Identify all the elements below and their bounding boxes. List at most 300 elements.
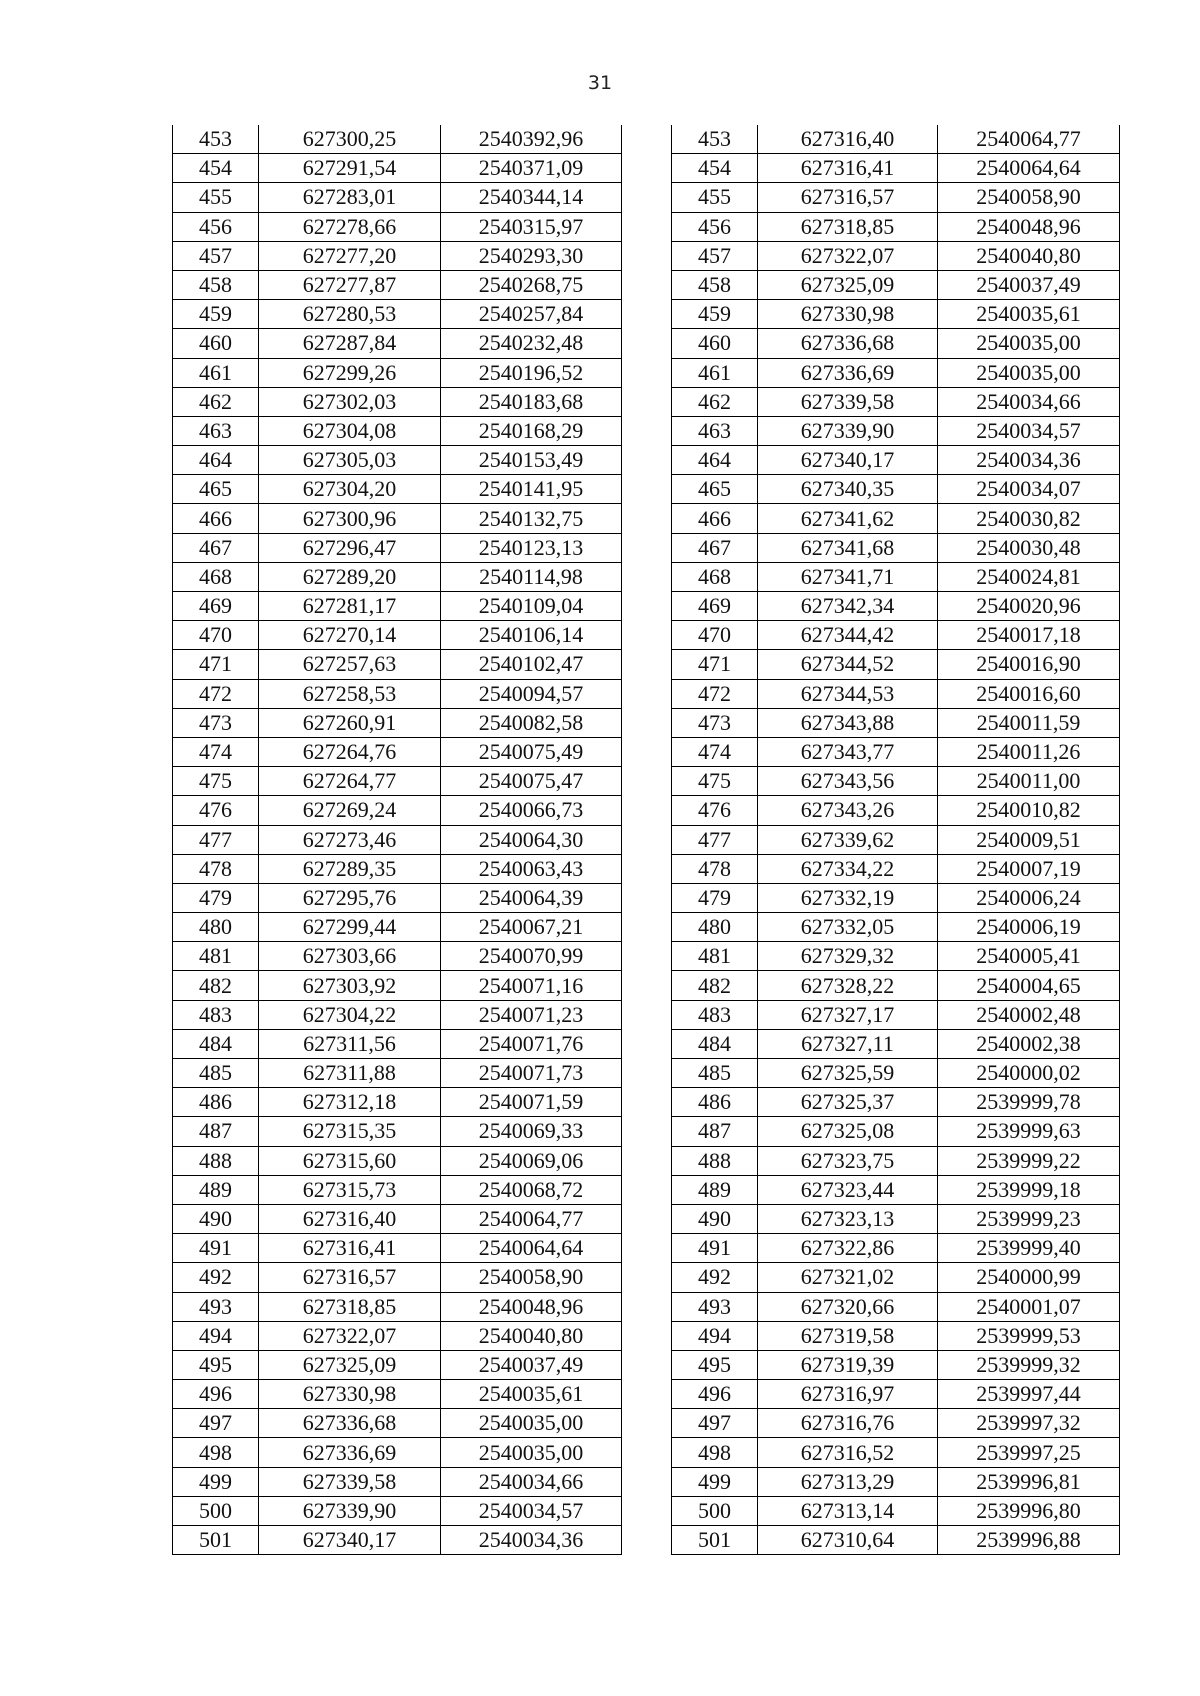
right-y-coordinate-cell: 2540024,81 [938,562,1120,591]
right-point-number-cell: 492 [672,1263,758,1292]
right-point-number-cell: 464 [672,446,758,475]
left-x-coordinate-cell: 627304,20 [259,475,441,504]
table-row [173,767,1120,796]
right-y-coordinate-cell: 2540010,82 [938,796,1120,825]
right-x-coordinate-cell: 627328,22 [758,971,938,1000]
right-point-number-cell: 489 [672,1175,758,1204]
left-y-coordinate-cell: 2540035,00 [441,1438,622,1467]
right-point-number-cell: 493 [672,1292,758,1321]
left-y-coordinate-cell: 2540344,14 [441,183,622,212]
left-x-coordinate-cell: 627304,22 [259,1000,441,1029]
left-x-coordinate-cell: 627315,60 [259,1146,441,1175]
right-x-coordinate-cell: 627325,59 [758,1059,938,1088]
table-row [173,1467,1120,1496]
left-x-coordinate-cell: 627273,46 [259,825,441,854]
column-gap [622,1467,672,1496]
right-point-number-cell: 501 [672,1526,758,1555]
left-y-coordinate-cell: 2540064,30 [441,825,622,854]
right-y-coordinate-cell: 2540011,00 [938,767,1120,796]
right-point-number-cell: 461 [672,358,758,387]
table-row [173,446,1120,475]
right-x-coordinate-cell: 627316,52 [758,1438,938,1467]
left-y-coordinate-cell: 2540064,39 [441,883,622,912]
right-y-coordinate-cell: 2539999,78 [938,1088,1120,1117]
column-gap [622,1496,672,1525]
left-point-number-cell: 488 [173,1146,259,1175]
table-row [173,971,1120,1000]
column-gap [622,1204,672,1233]
left-y-coordinate-cell: 2540132,75 [441,504,622,533]
column-gap [622,650,672,679]
left-x-coordinate-cell: 627287,84 [259,329,441,358]
left-point-number-cell: 489 [173,1175,259,1204]
left-x-coordinate-cell: 627300,25 [259,125,441,154]
left-y-coordinate-cell: 2540068,72 [441,1175,622,1204]
right-x-coordinate-cell: 627329,32 [758,942,938,971]
right-point-number-cell: 472 [672,679,758,708]
left-x-coordinate-cell: 627278,66 [259,212,441,241]
column-gap [622,504,672,533]
column-gap [622,300,672,329]
left-point-number-cell: 467 [173,533,259,562]
right-point-number-cell: 469 [672,592,758,621]
right-y-coordinate-cell: 2540040,80 [938,241,1120,270]
column-gap [622,1409,672,1438]
table-row [173,913,1120,942]
right-y-coordinate-cell: 2540034,07 [938,475,1120,504]
right-y-coordinate-cell: 2540001,07 [938,1292,1120,1321]
left-x-coordinate-cell: 627339,90 [259,1496,441,1525]
table-row [173,416,1120,445]
right-x-coordinate-cell: 627316,57 [758,183,938,212]
right-point-number-cell: 470 [672,621,758,650]
right-point-number-cell: 499 [672,1467,758,1496]
left-point-number-cell: 491 [173,1234,259,1263]
right-point-number-cell: 488 [672,1146,758,1175]
right-x-coordinate-cell: 627342,34 [758,592,938,621]
table-row [173,241,1120,270]
left-y-coordinate-cell: 2540069,06 [441,1146,622,1175]
right-point-number-cell: 459 [672,300,758,329]
left-point-number-cell: 493 [173,1292,259,1321]
left-y-coordinate-cell: 2540067,21 [441,913,622,942]
left-y-coordinate-cell: 2540371,09 [441,154,622,183]
right-x-coordinate-cell: 627322,86 [758,1234,938,1263]
left-x-coordinate-cell: 627277,87 [259,270,441,299]
right-y-coordinate-cell: 2539997,25 [938,1438,1120,1467]
coordinates-table [172,125,1120,1555]
right-point-number-cell: 458 [672,270,758,299]
column-gap [622,592,672,621]
right-x-coordinate-cell: 627344,52 [758,650,938,679]
column-gap [622,329,672,358]
left-y-coordinate-cell: 2540114,98 [441,562,622,591]
column-gap [622,679,672,708]
right-x-coordinate-cell: 627316,41 [758,154,938,183]
right-y-coordinate-cell: 2540037,49 [938,270,1120,299]
left-point-number-cell: 498 [173,1438,259,1467]
table-row [173,1000,1120,1029]
column-gap [622,971,672,1000]
column-gap [622,942,672,971]
right-x-coordinate-cell: 627330,98 [758,300,938,329]
left-y-coordinate-cell: 2540071,23 [441,1000,622,1029]
left-x-coordinate-cell: 627264,77 [259,767,441,796]
column-gap [622,913,672,942]
right-y-coordinate-cell: 2540002,48 [938,1000,1120,1029]
table-row [173,533,1120,562]
column-gap [622,1146,672,1175]
right-x-coordinate-cell: 627313,14 [758,1496,938,1525]
left-x-coordinate-cell: 627257,63 [259,650,441,679]
right-y-coordinate-cell: 2540035,00 [938,329,1120,358]
right-point-number-cell: 481 [672,942,758,971]
right-point-number-cell: 462 [672,387,758,416]
right-x-coordinate-cell: 627341,68 [758,533,938,562]
right-point-number-cell: 494 [672,1321,758,1350]
table-row [173,592,1120,621]
right-point-number-cell: 478 [672,854,758,883]
table-row [173,825,1120,854]
table-row [173,562,1120,591]
left-y-coordinate-cell: 2540037,49 [441,1350,622,1379]
right-point-number-cell: 453 [672,125,758,154]
column-gap [622,621,672,650]
table-row [173,154,1120,183]
right-y-coordinate-cell: 2540064,77 [938,125,1120,154]
left-y-coordinate-cell: 2540040,80 [441,1321,622,1350]
right-y-coordinate-cell: 2540004,65 [938,971,1120,1000]
column-gap [622,1059,672,1088]
right-y-coordinate-cell: 2539999,22 [938,1146,1120,1175]
table-row [173,1321,1120,1350]
right-point-number-cell: 482 [672,971,758,1000]
table-row [173,183,1120,212]
left-y-coordinate-cell: 2540232,48 [441,329,622,358]
right-x-coordinate-cell: 627339,62 [758,825,938,854]
column-gap [622,1263,672,1292]
right-y-coordinate-cell: 2540035,00 [938,358,1120,387]
table-row [173,708,1120,737]
left-point-number-cell: 497 [173,1409,259,1438]
left-x-coordinate-cell: 627302,03 [259,387,441,416]
left-point-number-cell: 486 [173,1088,259,1117]
left-point-number-cell: 462 [173,387,259,416]
right-x-coordinate-cell: 627323,75 [758,1146,938,1175]
table-row [173,504,1120,533]
right-x-coordinate-cell: 627344,42 [758,621,938,650]
left-point-number-cell: 466 [173,504,259,533]
right-y-coordinate-cell: 2540000,02 [938,1059,1120,1088]
right-point-number-cell: 490 [672,1204,758,1233]
right-x-coordinate-cell: 627343,88 [758,708,938,737]
right-y-coordinate-cell: 2540005,41 [938,942,1120,971]
table-row [173,1088,1120,1117]
left-point-number-cell: 460 [173,329,259,358]
left-x-coordinate-cell: 627289,20 [259,562,441,591]
left-y-coordinate-cell: 2540094,57 [441,679,622,708]
left-point-number-cell: 469 [173,592,259,621]
right-point-number-cell: 491 [672,1234,758,1263]
left-point-number-cell: 500 [173,1496,259,1525]
left-x-coordinate-cell: 627300,96 [259,504,441,533]
right-x-coordinate-cell: 627340,35 [758,475,938,504]
table-row [173,621,1120,650]
right-point-number-cell: 463 [672,416,758,445]
column-gap [622,358,672,387]
column-gap [622,708,672,737]
right-x-coordinate-cell: 627334,22 [758,854,938,883]
left-x-coordinate-cell: 627281,17 [259,592,441,621]
left-x-coordinate-cell: 627289,35 [259,854,441,883]
right-point-number-cell: 474 [672,737,758,766]
left-point-number-cell: 463 [173,416,259,445]
left-x-coordinate-cell: 627316,57 [259,1263,441,1292]
table-row [173,679,1120,708]
left-y-coordinate-cell: 2540066,73 [441,796,622,825]
right-x-coordinate-cell: 627319,39 [758,1350,938,1379]
left-point-number-cell: 482 [173,971,259,1000]
left-point-number-cell: 475 [173,767,259,796]
right-y-coordinate-cell: 2539999,40 [938,1234,1120,1263]
right-x-coordinate-cell: 627343,26 [758,796,938,825]
left-point-number-cell: 490 [173,1204,259,1233]
left-y-coordinate-cell: 2540034,57 [441,1496,622,1525]
left-point-number-cell: 470 [173,621,259,650]
left-x-coordinate-cell: 627303,66 [259,942,441,971]
right-y-coordinate-cell: 2540020,96 [938,592,1120,621]
right-y-coordinate-cell: 2540007,19 [938,854,1120,883]
right-y-coordinate-cell: 2540030,48 [938,533,1120,562]
right-point-number-cell: 476 [672,796,758,825]
right-point-number-cell: 455 [672,183,758,212]
right-point-number-cell: 498 [672,1438,758,1467]
column-gap [622,1292,672,1321]
left-point-number-cell: 473 [173,708,259,737]
left-x-coordinate-cell: 627264,76 [259,737,441,766]
left-y-coordinate-cell: 2540082,58 [441,708,622,737]
left-x-coordinate-cell: 627318,85 [259,1292,441,1321]
left-point-number-cell: 501 [173,1526,259,1555]
left-point-number-cell: 457 [173,241,259,270]
table-row [173,1263,1120,1292]
right-x-coordinate-cell: 627336,69 [758,358,938,387]
right-point-number-cell: 496 [672,1380,758,1409]
left-point-number-cell: 485 [173,1059,259,1088]
left-y-coordinate-cell: 2540141,95 [441,475,622,504]
left-x-coordinate-cell: 627316,40 [259,1204,441,1233]
right-y-coordinate-cell: 2540016,60 [938,679,1120,708]
left-x-coordinate-cell: 627296,47 [259,533,441,562]
right-x-coordinate-cell: 627325,37 [758,1088,938,1117]
right-y-coordinate-cell: 2539999,23 [938,1204,1120,1233]
right-point-number-cell: 475 [672,767,758,796]
left-x-coordinate-cell: 627260,91 [259,708,441,737]
left-x-coordinate-cell: 627325,09 [259,1350,441,1379]
table-row [173,1175,1120,1204]
left-point-number-cell: 492 [173,1263,259,1292]
right-point-number-cell: 483 [672,1000,758,1029]
left-point-number-cell: 494 [173,1321,259,1350]
table-row [173,650,1120,679]
right-x-coordinate-cell: 627323,44 [758,1175,938,1204]
left-x-coordinate-cell: 627280,53 [259,300,441,329]
right-x-coordinate-cell: 627320,66 [758,1292,938,1321]
table-row [173,1409,1120,1438]
left-y-coordinate-cell: 2540071,76 [441,1029,622,1058]
right-x-coordinate-cell: 627325,09 [758,270,938,299]
table-row [173,1350,1120,1379]
right-point-number-cell: 466 [672,504,758,533]
left-x-coordinate-cell: 627316,41 [259,1234,441,1263]
left-y-coordinate-cell: 2540064,64 [441,1234,622,1263]
right-y-coordinate-cell: 2539997,44 [938,1380,1120,1409]
right-point-number-cell: 468 [672,562,758,591]
right-y-coordinate-cell: 2540011,26 [938,737,1120,766]
table-row [173,1526,1120,1555]
left-y-coordinate-cell: 2540071,73 [441,1059,622,1088]
table-row [173,1234,1120,1263]
column-gap [622,1380,672,1409]
right-point-number-cell: 495 [672,1350,758,1379]
left-y-coordinate-cell: 2540315,97 [441,212,622,241]
left-x-coordinate-cell: 627336,68 [259,1409,441,1438]
column-gap [622,1350,672,1379]
left-y-coordinate-cell: 2540034,36 [441,1526,622,1555]
right-y-coordinate-cell: 2540034,36 [938,446,1120,475]
left-point-number-cell: 464 [173,446,259,475]
right-point-number-cell: 486 [672,1088,758,1117]
left-y-coordinate-cell: 2540123,13 [441,533,622,562]
left-point-number-cell: 499 [173,1467,259,1496]
left-x-coordinate-cell: 627315,73 [259,1175,441,1204]
left-point-number-cell: 496 [173,1380,259,1409]
column-gap [622,1029,672,1058]
right-y-coordinate-cell: 2539996,81 [938,1467,1120,1496]
left-point-number-cell: 480 [173,913,259,942]
right-point-number-cell: 454 [672,154,758,183]
table-row [173,212,1120,241]
column-gap [622,270,672,299]
left-y-coordinate-cell: 2540257,84 [441,300,622,329]
table-row [173,125,1120,154]
left-y-coordinate-cell: 2540035,00 [441,1409,622,1438]
column-gap [622,767,672,796]
left-y-coordinate-cell: 2540058,90 [441,1263,622,1292]
left-y-coordinate-cell: 2540106,14 [441,621,622,650]
right-y-coordinate-cell: 2539999,18 [938,1175,1120,1204]
left-x-coordinate-cell: 627336,69 [259,1438,441,1467]
right-y-coordinate-cell: 2540035,61 [938,300,1120,329]
column-gap [622,883,672,912]
table-row [173,942,1120,971]
right-point-number-cell: 456 [672,212,758,241]
table-row [173,329,1120,358]
right-x-coordinate-cell: 627339,90 [758,416,938,445]
table-row [173,1380,1120,1409]
right-x-coordinate-cell: 627321,02 [758,1263,938,1292]
right-x-coordinate-cell: 627316,40 [758,125,938,154]
column-gap [622,154,672,183]
column-gap [622,854,672,883]
left-point-number-cell: 461 [173,358,259,387]
left-x-coordinate-cell: 627305,03 [259,446,441,475]
left-point-number-cell: 472 [173,679,259,708]
left-y-coordinate-cell: 2540392,96 [441,125,622,154]
right-x-coordinate-cell: 627332,19 [758,883,938,912]
left-x-coordinate-cell: 627270,14 [259,621,441,650]
left-x-coordinate-cell: 627269,24 [259,796,441,825]
right-x-coordinate-cell: 627327,11 [758,1029,938,1058]
right-y-coordinate-cell: 2540030,82 [938,504,1120,533]
column-gap [622,446,672,475]
right-y-coordinate-cell: 2540006,19 [938,913,1120,942]
column-gap [622,1117,672,1146]
column-gap [622,562,672,591]
column-gap [622,825,672,854]
right-x-coordinate-cell: 627344,53 [758,679,938,708]
table-row [173,300,1120,329]
column-gap [622,1526,672,1555]
left-y-coordinate-cell: 2540048,96 [441,1292,622,1321]
right-x-coordinate-cell: 627327,17 [758,1000,938,1029]
right-x-coordinate-cell: 627323,13 [758,1204,938,1233]
right-point-number-cell: 467 [672,533,758,562]
left-y-coordinate-cell: 2540268,75 [441,270,622,299]
table-row [173,1117,1120,1146]
column-gap [622,1088,672,1117]
left-point-number-cell: 476 [173,796,259,825]
column-gap [622,183,672,212]
left-y-coordinate-cell: 2540153,49 [441,446,622,475]
left-x-coordinate-cell: 627311,56 [259,1029,441,1058]
left-x-coordinate-cell: 627277,20 [259,241,441,270]
right-point-number-cell: 457 [672,241,758,270]
table-row [173,270,1120,299]
left-point-number-cell: 479 [173,883,259,912]
right-point-number-cell: 487 [672,1117,758,1146]
right-y-coordinate-cell: 2539996,80 [938,1496,1120,1525]
column-gap [622,416,672,445]
right-x-coordinate-cell: 627319,58 [758,1321,938,1350]
right-x-coordinate-cell: 627318,85 [758,212,938,241]
table-row [173,737,1120,766]
right-x-coordinate-cell: 627322,07 [758,241,938,270]
left-point-number-cell: 483 [173,1000,259,1029]
right-x-coordinate-cell: 627341,62 [758,504,938,533]
left-y-coordinate-cell: 2540075,49 [441,737,622,766]
right-y-coordinate-cell: 2539999,32 [938,1350,1120,1379]
left-y-coordinate-cell: 2540069,33 [441,1117,622,1146]
right-x-coordinate-cell: 627332,05 [758,913,938,942]
left-point-number-cell: 459 [173,300,259,329]
right-x-coordinate-cell: 627310,64 [758,1526,938,1555]
left-x-coordinate-cell: 627291,54 [259,154,441,183]
table-row [173,1496,1120,1525]
column-gap [622,212,672,241]
table-row [173,358,1120,387]
table-row [173,1292,1120,1321]
right-y-coordinate-cell: 2540017,18 [938,621,1120,650]
left-y-coordinate-cell: 2540102,47 [441,650,622,679]
left-point-number-cell: 456 [173,212,259,241]
right-x-coordinate-cell: 627340,17 [758,446,938,475]
column-gap [622,241,672,270]
left-y-coordinate-cell: 2540109,04 [441,592,622,621]
right-y-coordinate-cell: 2539997,32 [938,1409,1120,1438]
left-x-coordinate-cell: 627304,08 [259,416,441,445]
right-x-coordinate-cell: 627343,56 [758,767,938,796]
